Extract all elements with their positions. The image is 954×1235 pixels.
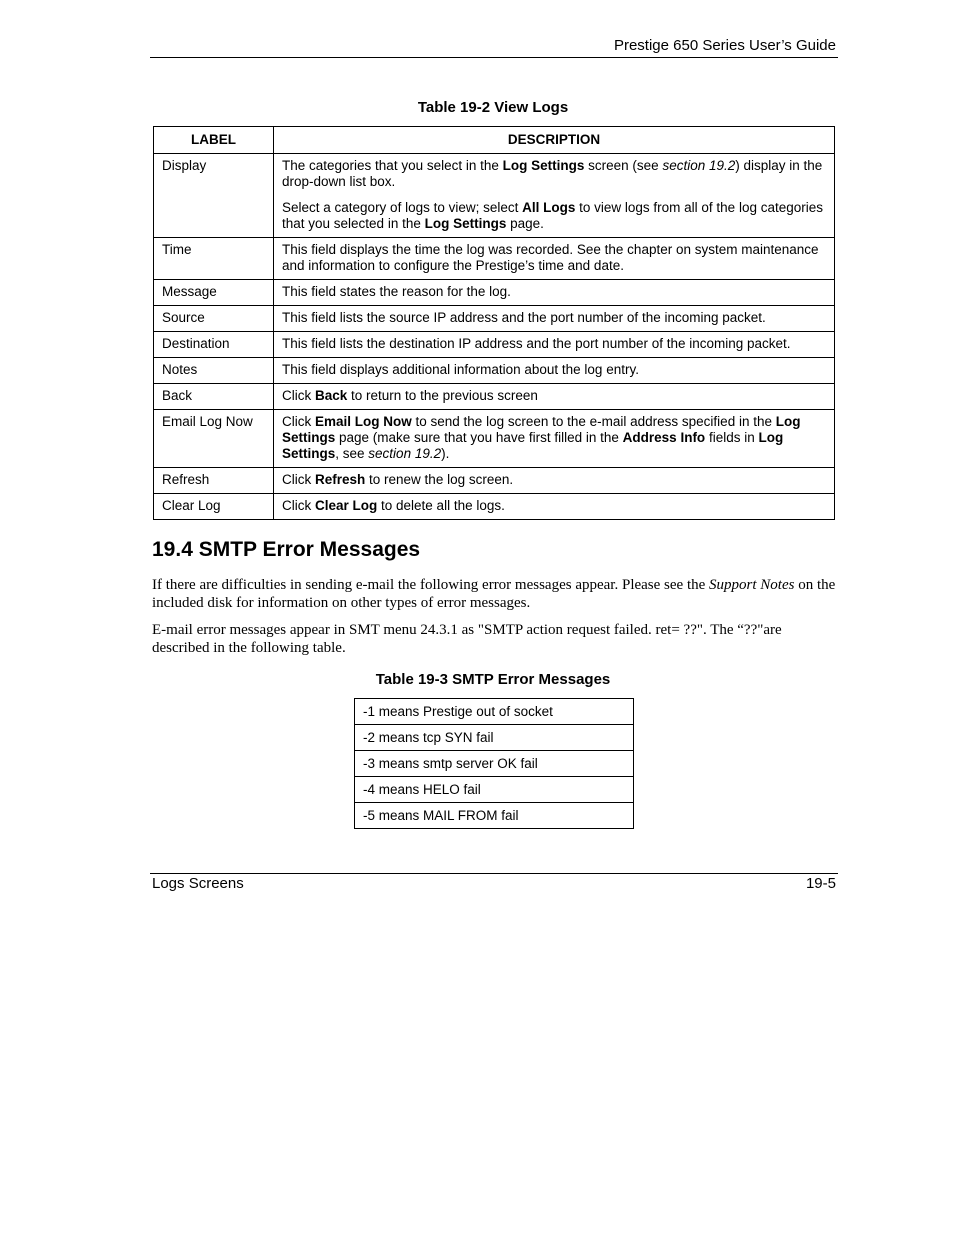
row-description — [274, 358, 835, 384]
table-19-2-caption: Table 19-2 View Logs — [417, 99, 569, 116]
table-row — [154, 332, 835, 358]
row-description — [274, 384, 835, 410]
row-label: Display — [154, 154, 274, 238]
row-label: Clear Log — [154, 494, 274, 520]
description-paragraph: The categories that you select in the Log Settings screen (see section 19.2) display in the drop-down list box. — [282, 158, 823, 189]
row-label: Message — [154, 280, 274, 306]
row-label: Back — [154, 384, 274, 410]
table-row — [154, 238, 835, 280]
error-row — [355, 803, 634, 829]
error-row — [355, 777, 634, 803]
row-description — [274, 494, 835, 520]
error-row — [355, 725, 634, 751]
row-label: Notes — [154, 358, 274, 384]
table-row — [154, 358, 835, 384]
header-rule — [150, 57, 838, 58]
row-label: Destination — [154, 332, 274, 358]
description-paragraph: This field states the reason for the log. — [282, 284, 511, 299]
description-paragraph: This field displays additional information about the log entry. — [282, 362, 639, 377]
error-message: -5 means MAIL FROM fail — [355, 803, 634, 829]
page-header-title: Prestige 650 Series User’s Guide — [613, 37, 836, 54]
label-column-header: LABEL — [154, 127, 274, 154]
description-paragraph: Select a category of logs to view; select All Logs to view logs from all of the log categories that you selected in the Log Settings page. — [282, 200, 823, 231]
description-paragraph: This field lists the source IP address and the port number of the incoming packet. — [282, 310, 766, 325]
error-message: -1 means Prestige out of socket — [355, 699, 634, 725]
table-row — [154, 154, 835, 238]
table-row — [154, 410, 835, 468]
row-description — [274, 306, 835, 332]
row-label: Email Log Now — [154, 410, 274, 468]
footer-page-number: 19-5 — [805, 875, 836, 892]
description-paragraph: This field displays the time the log was recorded. See the chapter on system maintenance and information to configure the Prestige’s time and date. — [282, 242, 819, 273]
section-heading: 19.4 SMTP Error Messages — [152, 538, 421, 561]
error-description-paragraph: E-mail error messages appear in SMT menu 24.3.1 as "SMTP action request failed. ret= ??". The “??"are described in the following table. — [152, 622, 782, 656]
description-column-header: DESCRIPTION — [274, 127, 835, 154]
table-row — [154, 494, 835, 520]
description-paragraph: Click Refresh to renew the log screen. — [282, 472, 514, 487]
table-row — [154, 468, 835, 494]
row-description — [274, 332, 835, 358]
row-label: Time — [154, 238, 274, 280]
error-message: -2 means tcp SYN fail — [355, 725, 634, 751]
row-description — [274, 238, 835, 280]
smtp-error-table — [354, 698, 634, 829]
table-row — [154, 384, 835, 410]
table-header-row — [154, 127, 835, 154]
footer-chapter: Logs Screens — [152, 875, 244, 892]
intro-paragraph: If there are difficulties in sending e-mail the following error messages appear. Please see the Support Notes on the included disk for information on other types of error messages. — [152, 577, 836, 611]
error-message: -3 means smtp server OK fail — [355, 751, 634, 777]
description-paragraph: Click Back to return to the previous screen — [282, 388, 538, 403]
row-description — [274, 468, 835, 494]
description-paragraph: This field lists the destination IP address and the port number of the incoming packet. — [282, 336, 791, 351]
row-label: Refresh — [154, 468, 274, 494]
table-19-3-caption: Table 19-3 SMTP Error Messages — [375, 671, 611, 688]
error-row — [355, 699, 634, 725]
error-message: -4 means HELO fail — [355, 777, 634, 803]
row-description — [274, 410, 835, 468]
table-row — [154, 306, 835, 332]
table-row — [154, 280, 835, 306]
description-paragraph: Click Clear Log to delete all the logs. — [282, 498, 505, 513]
error-row — [355, 751, 634, 777]
footer-rule — [150, 873, 838, 874]
row-description — [274, 280, 835, 306]
row-label: Source — [154, 306, 274, 332]
view-logs-table — [153, 126, 835, 520]
row-description — [274, 154, 835, 238]
description-paragraph: Click Email Log Now to send the log screen to the e-mail address specified in the Log Settings page (make sure that you have first filled in the Address Info fields in Log Settings, see section 19.2). — [282, 414, 801, 461]
